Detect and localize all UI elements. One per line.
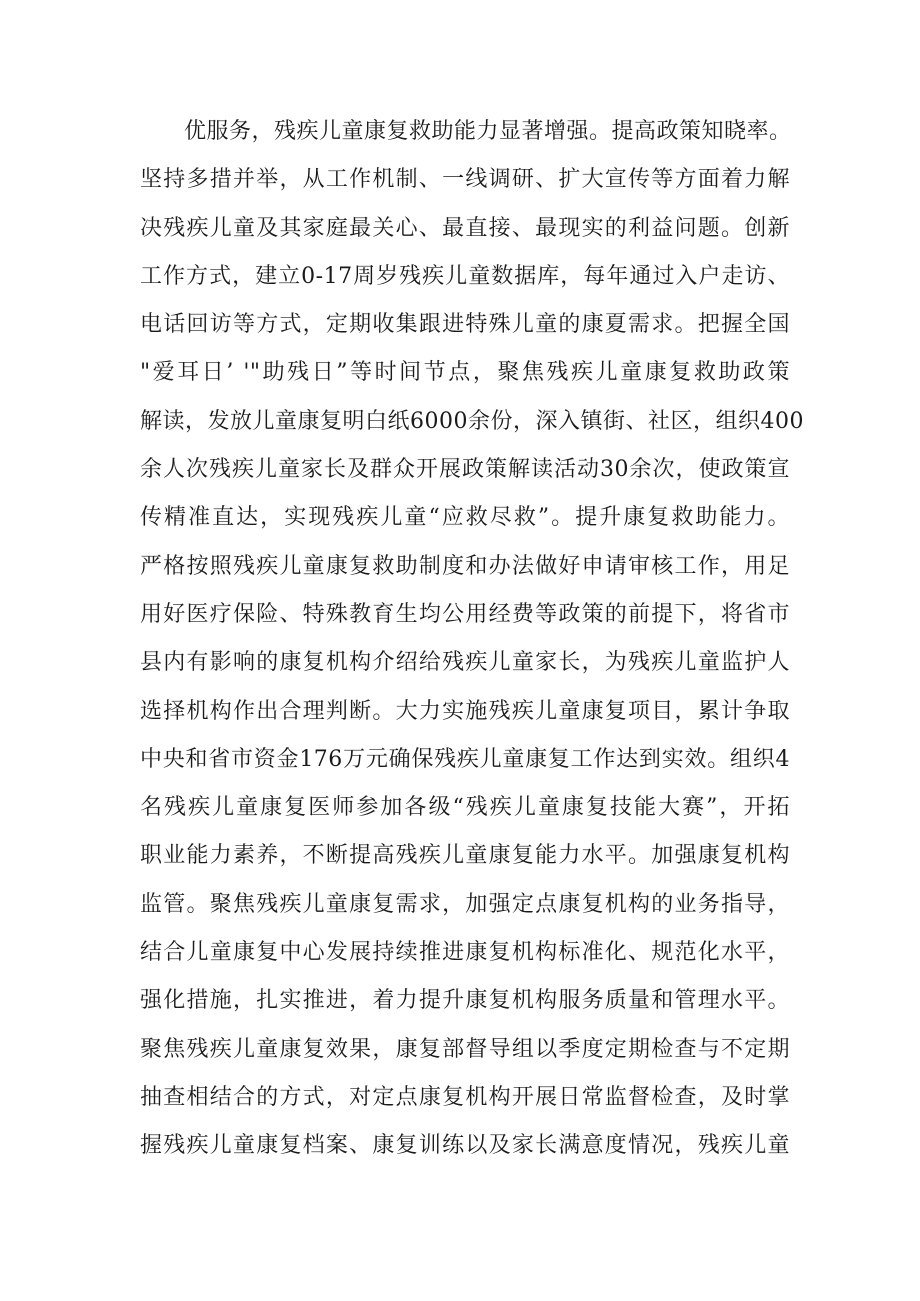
body-paragraph (140, 108, 804, 1171)
text-line: 传精准直达，实现残疾儿童“应救尽救”。提升康复救助能力。 (140, 505, 790, 531)
text-line: 聚焦残疾儿童康复效果，康复部督导组以季度定期检查与不定期 (140, 1036, 790, 1062)
text-line: 优服务，残疾儿童康复救助能力显著增强。提高政策知晓率。 (184, 119, 792, 144)
text-line: 解读，发放儿童康复明白纸6000余份，深入镇街、社区，组织400 (140, 408, 804, 434)
text-line: 决残疾儿童及其家庭最关心、最直接、最现实的利益问题。创新 (140, 215, 790, 241)
text-line: 名残疾儿童康复医师参加各级“残疾儿童康复技能大赛”，开拓 (140, 795, 790, 821)
text-line: 用好医疗保险、特殊教育生均公用经费等政策的前提下，将省市 (140, 601, 790, 627)
text-line: 握残疾儿童康复档案、康复训练以及家长满意度情况，残疾儿童 (140, 1133, 790, 1159)
text-line: 县内有影响的康复机构介绍给残疾儿童家长，为残疾儿童监护人 (140, 650, 790, 676)
text-line: 抽查相结合的方式，对定点康复机构开展日常监督检查，及时掌 (140, 1084, 790, 1110)
text-line: 结合儿童康复中心发展持续推进康复机构标准化、规范化水平， (140, 940, 790, 966)
text-line: 监管。聚焦残疾儿童康复需求，加强定点康复机构的业务指导， (140, 891, 790, 917)
text-line: 选择机构作出合理判断。大力实施残疾儿童康复项目，累计争取 (140, 698, 790, 724)
text-line: 电话回访等方式，定期收集跟进特殊儿童的康夏需求。把握全国 (140, 312, 790, 338)
text-line: 职业能力素养，不断提高残疾儿童康复能力水平。加强康复机构 (140, 843, 790, 869)
text-line: 强化措施，扎实推进，着力提升康复机构服务质量和管理水平。 (140, 988, 790, 1014)
text-line: "爱耳日’ '"助残日”等时间节点，聚焦残疾儿童康复救助政策 (140, 360, 790, 386)
text-line: 中央和省市资金176万元确保残疾儿童康复工作达到实效。组织4 (140, 746, 790, 772)
text-line: 工作方式，建立0-17周岁残疾儿童数据库，每年通过入户走访、 (140, 263, 790, 289)
text-line: 坚持多措并举，从工作机制、一线调研、扩大宣传等方面着力解 (140, 167, 790, 193)
text-line: 严格按照残疾儿童康复救助制度和办法做好申请审核工作，用足 (140, 553, 790, 579)
text-line: 余人次残疾儿童家长及群众开展政策解读活动30余次，使政策宣 (140, 457, 790, 483)
